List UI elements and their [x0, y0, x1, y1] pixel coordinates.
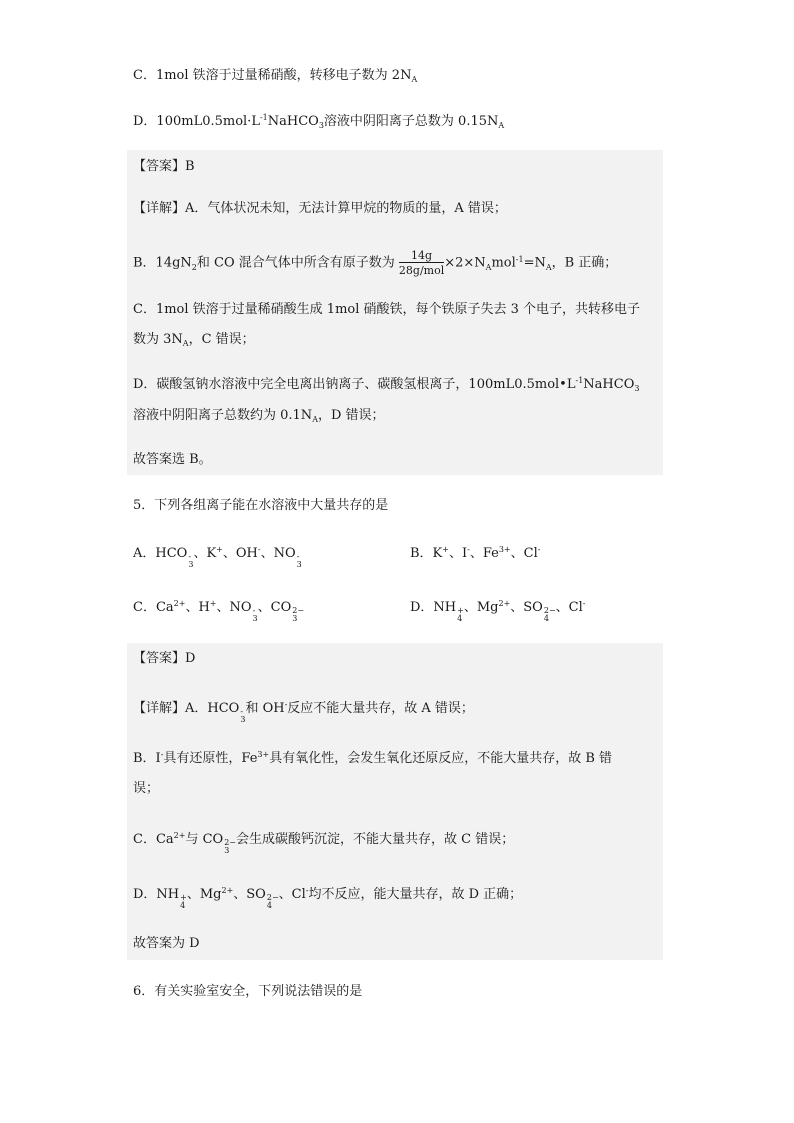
q6-stem: 6．有关实验室安全，下列说法错误的是 — [133, 984, 363, 999]
q4-explanation-c1: C．1mol 铁溶于过量稀硝酸生成 1mol 硝酸铁，每个铁原子失去 3 个电子，共转移电子 — [133, 302, 641, 317]
fraction: $\frac{14g}{\text{28g/mol}}$ — [398, 249, 445, 277]
q5-explanation-c: C．$Ca^{2+}$与 CO 2− 3 会生成碳酸钙沉淀，不能大量共存，故 C 错误； — [133, 831, 515, 855]
q5-option-a: A．HCO - 3 、K+、OH-、NO - 3 — [133, 545, 302, 569]
q4-explanation-d1: D．碳酸氢钠水溶液中完全电离出钠离子、碳酸氢根离子，$100mL0.5mol•L^{-1}NaHCO_3$ — [133, 376, 640, 393]
q4-explanation-d2: 溶液中阴阳离子总数约为 $0.1N_A$，D 错误； — [133, 408, 385, 424]
q4-explanation-c2: 数为 $3N_A$，C 错误； — [133, 332, 255, 348]
q4-explanation-a: 【详解】A．气体状况未知，无法计算甲烷的物质的量，A 错误； — [133, 201, 507, 216]
q4-explanation-b: B．$14gN_2$和 CO 混合气体中所含有原子数为 $\frac{14g}{\text{28g/mol}}$ $\times 2\times N_Amol^{-1}=N_A$，B 正确； — [133, 249, 618, 277]
q5-option-b: B．K+、I-、$Fe^{3+}$、Cl- — [410, 545, 541, 561]
q5-explanation-d: D．NH + 4 、$Mg^{2+}$、SO 2− 4 、Cl-均不反应，能大量共存，故 D 正确； — [133, 886, 523, 910]
q5-answer: 【答案】D — [133, 651, 196, 666]
answer-block-q5 — [127, 643, 663, 960]
q5-stem: 5．下列各组离子能在水溶液中大量共存的是 — [133, 498, 389, 513]
q4-answer: 【答案】B — [133, 159, 195, 174]
q4-conclusion: 故答案选 B。 — [133, 452, 212, 467]
q5-explanation-a: 【详解】A．HCO - 3 和 OH-反应不能大量共存，故 A 错误； — [133, 700, 474, 724]
q5-option-c: C．$Ca^{2+}$、H+、NO - 3 、CO 2− 3 — [133, 599, 305, 623]
q4-option-d: D．$100mL0.5mol\cdot L^{-1}NaHCO_3$溶液中阴阳离子总数为 $0.15N_A$ — [133, 113, 505, 130]
q5-explanation-b1: B．I-具有还原性，$Fe^{3+}$具有氧化性，会发生氧化还原反应，不能大量共存，故 B 错 — [133, 750, 613, 766]
q5-conclusion: 故答案为 D — [133, 936, 200, 951]
q4-option-c: C．1mol 铁溶于过量稀硝酸，转移电子数为 $2N_A$ — [133, 68, 418, 84]
q5-explanation-b2: 误； — [133, 781, 160, 796]
q5-option-d: D．NH + 4 、$Mg^{2+}$、SO 2− 4 、Cl- — [410, 599, 586, 623]
